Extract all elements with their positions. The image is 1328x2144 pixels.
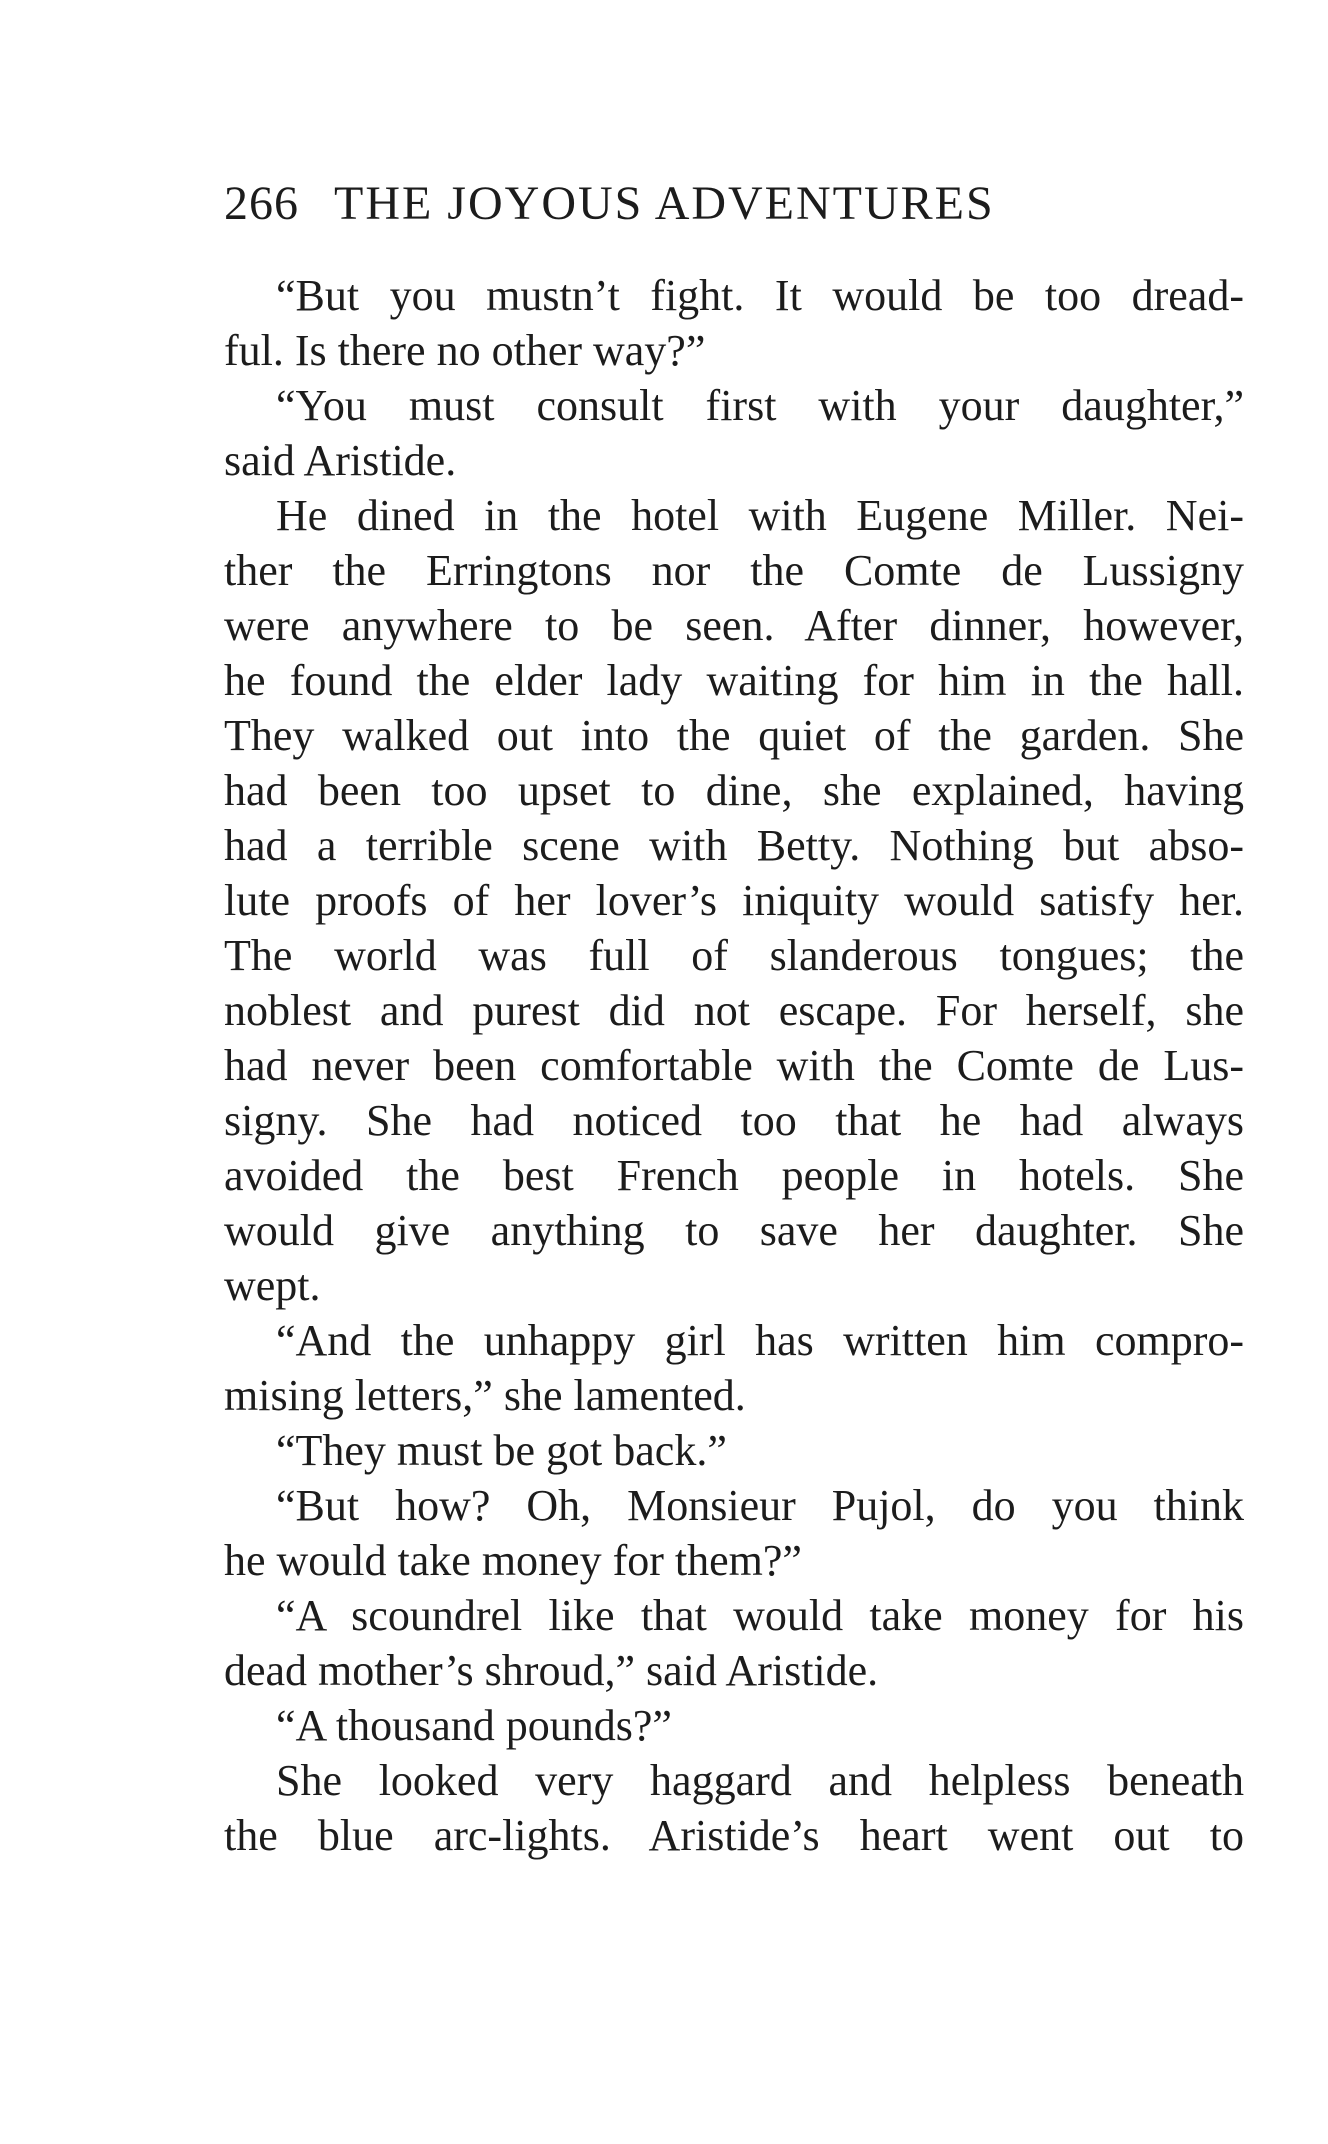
text-line: dead mother’s shroud,” said Aristide. — [224, 1646, 879, 1695]
text-line: “They must be got back.” — [276, 1426, 727, 1475]
text-line: noblest and purest did not escape. For herself, she — [224, 986, 1244, 1035]
text-line: were anywhere to be seen. After dinner, however, — [224, 601, 1244, 650]
text-line: had been too upset to dine, she explained, having — [224, 766, 1244, 815]
text-line: “And the unhappy girl has written him compro- — [276, 1316, 1244, 1365]
running-header — [224, 176, 1244, 246]
text-line: he would take money for them?” — [224, 1536, 802, 1585]
text-line: He dined in the hotel with Eugene Miller. Nei- — [276, 491, 1244, 540]
text-line: wept. — [224, 1261, 321, 1310]
text-line: “But how? Oh, Monsieur Pujol, do you think — [276, 1481, 1244, 1530]
text-line: “You must consult first with your daughter,” — [276, 381, 1244, 430]
text-line: The world was full of slanderous tongues; the — [224, 931, 1244, 980]
text-line: They walked out into the quiet of the garden. She — [224, 711, 1244, 760]
running-title: THE JOYOUS ADVENTURES — [334, 177, 995, 230]
text-line: avoided the best French people in hotels. She — [224, 1151, 1244, 1200]
text-line: he found the elder lady waiting for him in the hall. — [224, 656, 1244, 705]
text-line: She looked very haggard and helpless beneath — [276, 1756, 1244, 1805]
text-line: lute proofs of her lover’s iniquity would satisfy her. — [224, 876, 1244, 925]
text-line: mising letters,” she lamented. — [224, 1371, 746, 1420]
page-number: 266 — [224, 177, 299, 230]
text-line: ther the Erringtons nor the Comte de Lussigny — [224, 546, 1244, 595]
text-line: said Aristide. — [224, 436, 457, 485]
body-text — [224, 268, 1244, 1863]
text-line: “A scoundrel like that would take money for his — [276, 1591, 1244, 1640]
text-line: “But you mustn’t fight. It would be too dread- — [276, 271, 1244, 320]
text-line: had a terrible scene with Betty. Nothing but abso- — [224, 821, 1244, 870]
text-line: “A thousand pounds?” — [276, 1701, 672, 1750]
text-line: would give anything to save her daughter. She — [224, 1206, 1244, 1255]
text-line: signy. She had noticed too that he had always — [224, 1096, 1244, 1145]
text-line: ful. Is there no other way?” — [224, 326, 706, 375]
text-line: the blue arc-lights. Aristide’s heart went out to — [224, 1811, 1244, 1860]
text-line: had never been comfortable with the Comte de Lus- — [224, 1041, 1244, 1090]
